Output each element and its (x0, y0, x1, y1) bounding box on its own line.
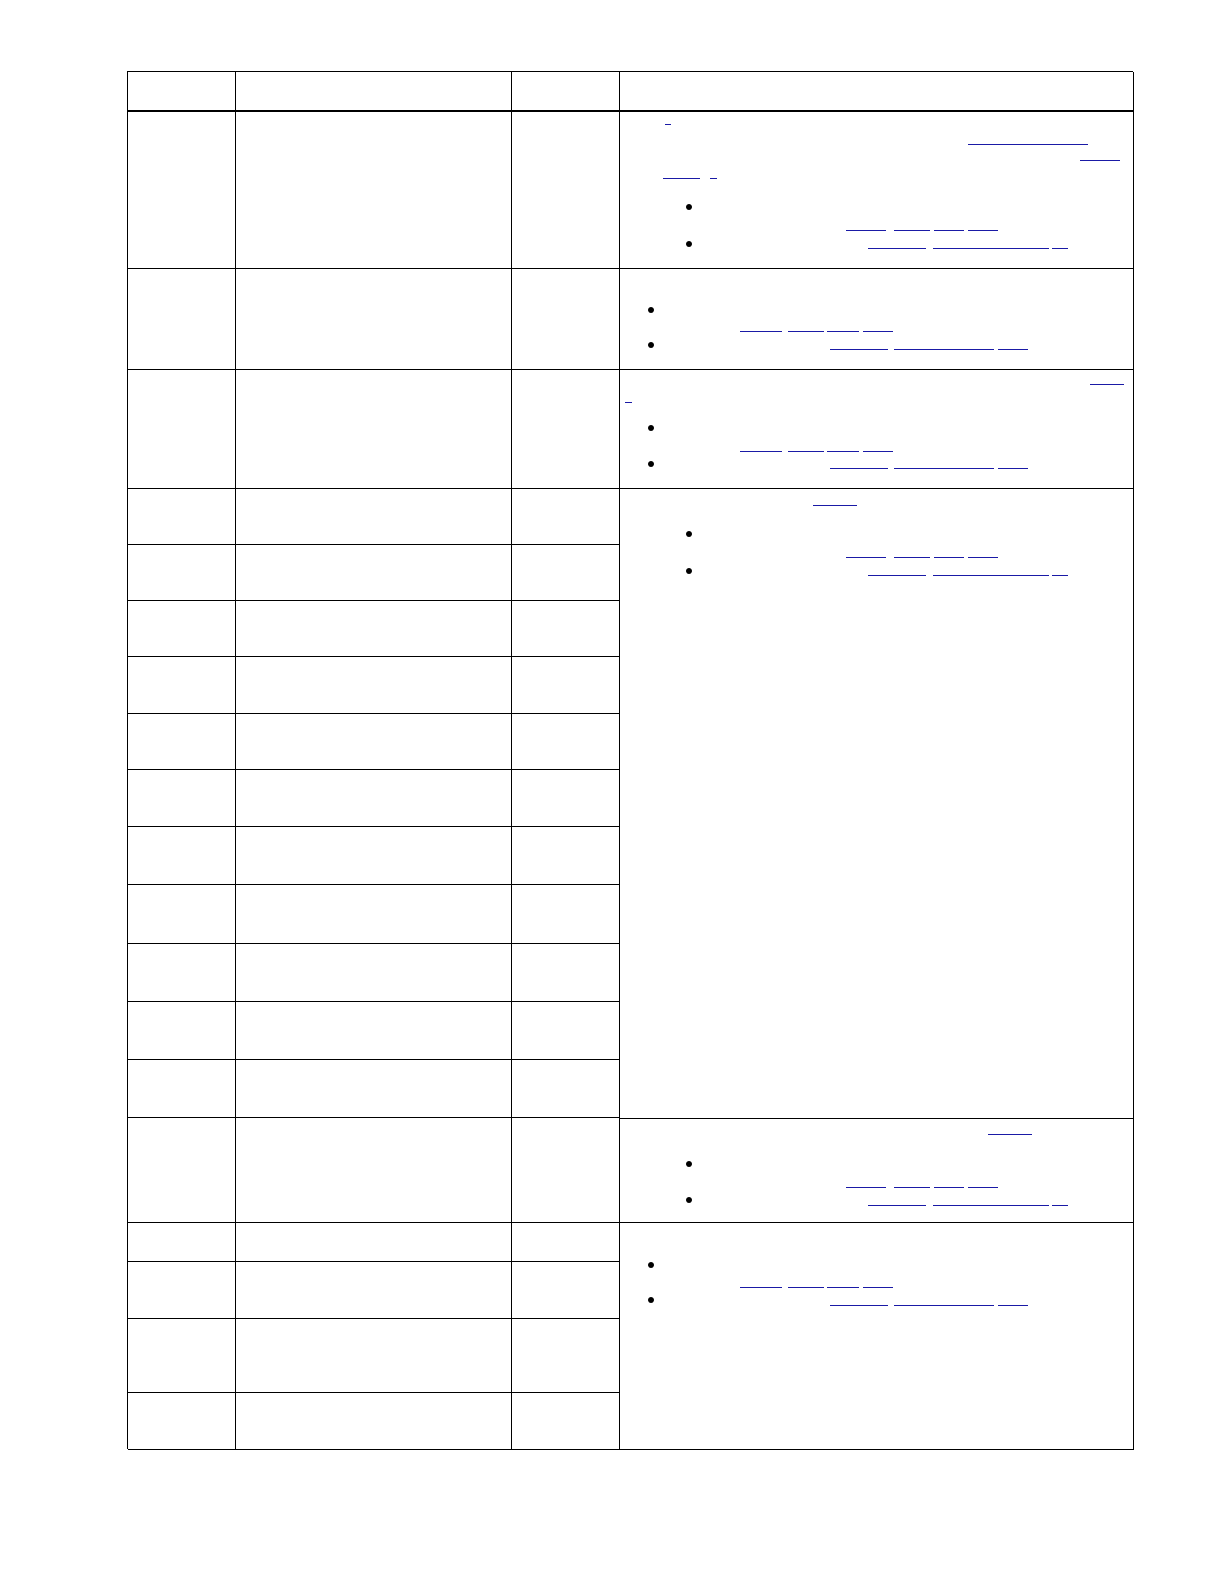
link-underline[interactable] (710, 178, 717, 179)
link-underline[interactable] (934, 230, 964, 231)
link-underline[interactable] (827, 451, 859, 452)
link-underline[interactable] (863, 1287, 893, 1288)
link-underline[interactable] (894, 468, 994, 469)
link-underline[interactable] (830, 349, 888, 350)
header-cell-3 (512, 72, 620, 112)
table-row-5-col-1 (128, 545, 236, 601)
table-row-10-col-1 (128, 827, 236, 885)
table-row-4-col-1 (128, 489, 236, 545)
link-underline[interactable] (846, 230, 886, 231)
link-underline[interactable] (894, 349, 994, 350)
table-row-16-col-3 (512, 1223, 620, 1262)
table-row-1-col-2 (236, 112, 512, 269)
table-row-8-col-3 (512, 714, 620, 770)
table-row-15-col-1 (128, 1118, 236, 1223)
table-row-7-col-2 (236, 657, 512, 714)
table-row-11-col-3 (512, 885, 620, 944)
table-row-10-col-2 (236, 827, 512, 885)
link-underline[interactable] (894, 1187, 930, 1188)
table-row-5-col-3 (512, 545, 620, 601)
description-cell-1 (620, 112, 1134, 269)
table-row-9-col-1 (128, 770, 236, 827)
table-row-13-col-3 (512, 1002, 620, 1060)
link-underline[interactable] (1052, 248, 1068, 249)
link-underline[interactable] (813, 505, 857, 506)
link-underline[interactable] (868, 248, 926, 249)
description-cell-3 (620, 370, 1134, 489)
bullet-icon (648, 461, 654, 467)
bullet-icon (686, 568, 692, 574)
link-underline[interactable] (830, 468, 888, 469)
table-row-13-col-2 (236, 1002, 512, 1060)
table-row-8-col-2 (236, 714, 512, 770)
table-row-18-col-1 (128, 1319, 236, 1393)
table-row-1-col-1 (128, 112, 236, 269)
table-row-14-col-1 (128, 1060, 236, 1118)
table-row-3-col-1 (128, 370, 236, 489)
link-underline[interactable] (894, 230, 930, 231)
link-underline[interactable] (894, 557, 930, 558)
description-cell-4 (620, 489, 1134, 1119)
link-underline[interactable] (998, 349, 1028, 350)
table-row-10-col-3 (512, 827, 620, 885)
table-row-4-col-2 (236, 489, 512, 545)
table-row-1-col-3 (512, 112, 620, 269)
table-row-12-col-2 (236, 944, 512, 1002)
link-underline[interactable] (846, 557, 886, 558)
bullet-icon (648, 342, 654, 348)
link-underline[interactable] (788, 451, 824, 452)
table-row-12-col-3 (512, 944, 620, 1002)
bullet-icon (648, 307, 654, 313)
link-underline[interactable] (1090, 384, 1124, 385)
link-underline[interactable] (827, 331, 859, 332)
table-row-13-col-1 (128, 1002, 236, 1060)
table-row-11-col-2 (236, 885, 512, 944)
link-underline[interactable] (868, 575, 926, 576)
link-underline[interactable] (934, 557, 964, 558)
table-row-8-col-1 (128, 714, 236, 770)
bullet-icon (686, 1161, 692, 1167)
bullet-icon (648, 425, 654, 431)
table-row-18-col-2 (236, 1319, 512, 1393)
description-cell-2 (620, 269, 1134, 370)
table-row-6-col-1 (128, 601, 236, 657)
link-underline[interactable] (933, 1205, 1049, 1206)
bullet-icon (648, 1297, 654, 1303)
link-underline[interactable] (968, 1187, 998, 1188)
header-cell-1 (128, 72, 236, 112)
link-underline[interactable] (827, 1287, 859, 1288)
description-cell-6 (620, 1223, 1134, 1450)
bullet-icon (686, 204, 692, 210)
table-row-2-col-3 (512, 269, 620, 370)
table-row-7-col-3 (512, 657, 620, 714)
table-row-14-col-2 (236, 1060, 512, 1118)
link-underline[interactable] (788, 1287, 824, 1288)
table-row-11-col-1 (128, 885, 236, 944)
description-cell-5 (620, 1118, 1134, 1223)
table-row-6-col-3 (512, 601, 620, 657)
link-underline[interactable] (846, 1187, 886, 1188)
table-row-2-col-2 (236, 269, 512, 370)
link-underline[interactable] (934, 1187, 964, 1188)
table-row-5-col-2 (236, 545, 512, 601)
table-row-12-col-1 (128, 944, 236, 1002)
link-underline[interactable] (663, 178, 700, 179)
table-row-6-col-2 (236, 601, 512, 657)
link-underline[interactable] (968, 557, 998, 558)
table-row-3-col-3 (512, 370, 620, 489)
link-underline[interactable] (1052, 575, 1068, 576)
table-row-17-col-3 (512, 1262, 620, 1319)
header-cell-4 (620, 72, 1134, 112)
link-underline[interactable] (988, 1134, 1032, 1135)
table-row-17-col-1 (128, 1262, 236, 1319)
link-underline[interactable] (665, 124, 671, 125)
table-row-9-col-3 (512, 770, 620, 827)
bullet-icon (686, 531, 692, 537)
link-underline[interactable] (625, 402, 632, 403)
table-row-9-col-2 (236, 770, 512, 827)
table-row-19-col-1 (128, 1393, 236, 1450)
link-underline[interactable] (740, 1287, 782, 1288)
specification-table (127, 71, 1133, 1449)
link-underline[interactable] (1080, 160, 1120, 161)
link-underline[interactable] (740, 451, 782, 452)
table-row-7-col-1 (128, 657, 236, 714)
bullet-icon (686, 241, 692, 247)
link-underline[interactable] (1052, 1205, 1068, 1206)
table-row-17-col-2 (236, 1262, 512, 1319)
bullet-icon (648, 1262, 654, 1268)
table-row-3-col-2 (236, 370, 512, 489)
link-underline[interactable] (933, 248, 1049, 249)
link-underline[interactable] (894, 1305, 994, 1306)
link-underline[interactable] (868, 1205, 926, 1206)
table-row-15-col-3 (512, 1118, 620, 1223)
link-underline[interactable] (998, 468, 1028, 469)
table-row-16-col-2 (236, 1223, 512, 1262)
table-row-14-col-3 (512, 1060, 620, 1118)
link-underline[interactable] (968, 144, 1088, 145)
table-row-19-col-3 (512, 1393, 620, 1450)
table-row-4-col-3 (512, 489, 620, 545)
link-underline[interactable] (968, 230, 998, 231)
link-underline[interactable] (863, 331, 893, 332)
table-row-2-col-1 (128, 269, 236, 370)
table-row-15-col-2 (236, 1118, 512, 1223)
link-underline[interactable] (788, 331, 824, 332)
table-row-18-col-3 (512, 1319, 620, 1393)
header-cell-2 (236, 72, 512, 112)
link-underline[interactable] (863, 451, 893, 452)
table-row-19-col-2 (236, 1393, 512, 1450)
link-underline[interactable] (998, 1305, 1028, 1306)
link-underline[interactable] (830, 1305, 888, 1306)
bullet-icon (686, 1197, 692, 1203)
link-underline[interactable] (933, 575, 1049, 576)
table-row-16-col-1 (128, 1223, 236, 1262)
link-underline[interactable] (740, 331, 782, 332)
